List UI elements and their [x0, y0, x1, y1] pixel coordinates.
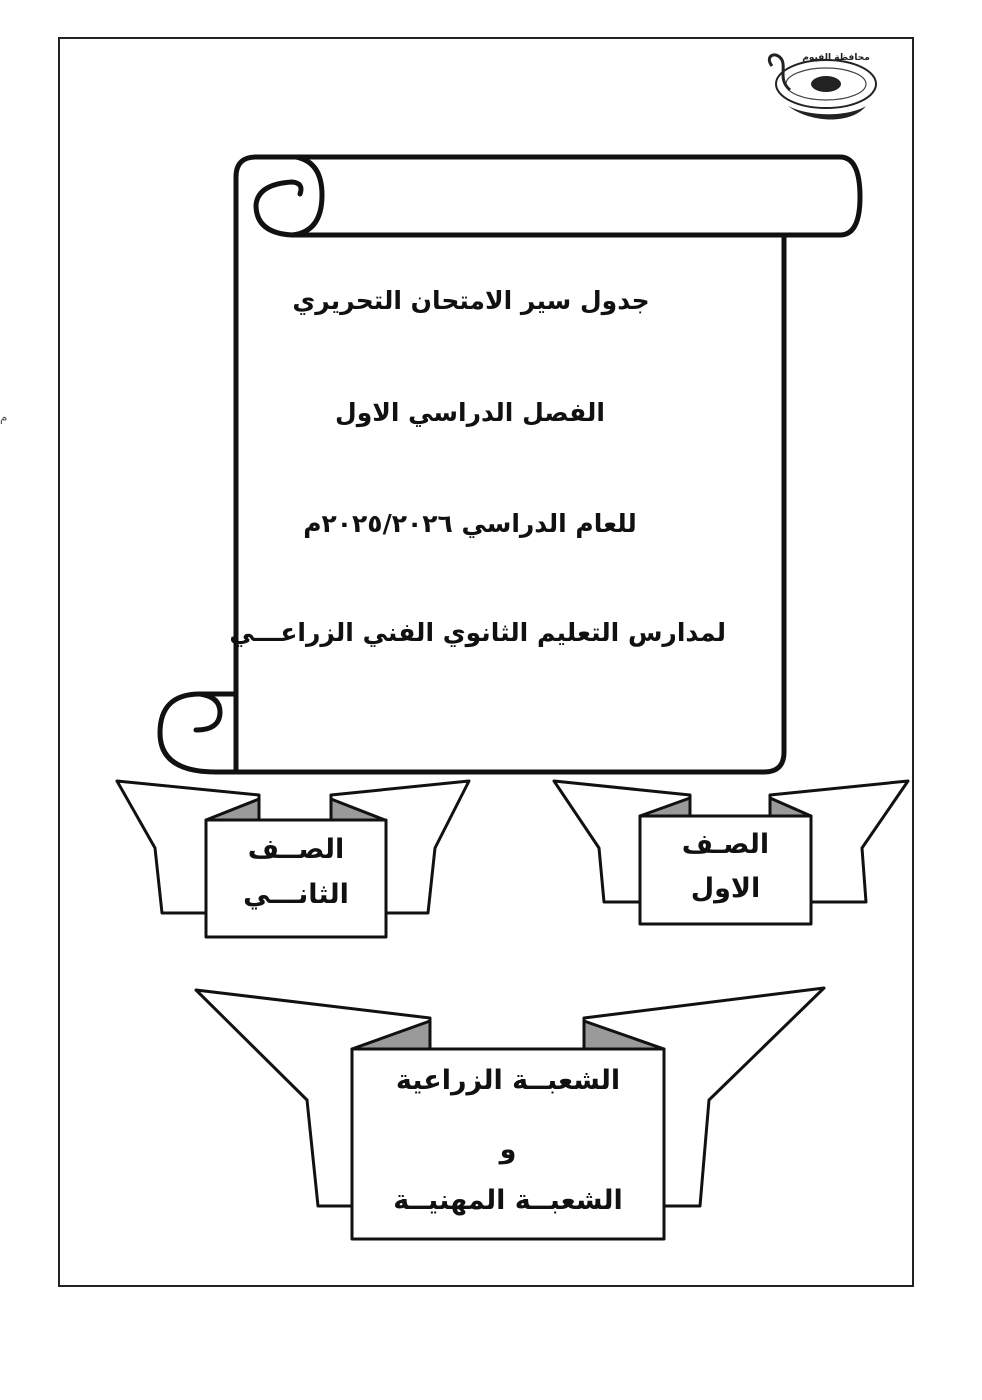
second-grade-label-line2: الثانـــي: [243, 879, 349, 910]
logo-text: محافظة الفيوم: [802, 53, 870, 63]
scroll-banner: [160, 157, 860, 772]
first-grade-label-line1: الصـف: [681, 829, 770, 860]
margin-mark: م: [0, 410, 8, 424]
first-grade-label-line2: الاول: [690, 873, 761, 904]
academic-year-title: للعام الدراسي ٢٠٢٥/٢٠٢٦م: [303, 509, 637, 538]
vocational-branch-label: الشعبــة المهنيــة: [393, 1185, 623, 1216]
branch-connector: و: [499, 1134, 517, 1165]
schools-title: لمدارس التعليم الثانوي الفني الزراعـــي: [229, 618, 726, 647]
second-grade-label-line1: الصــف: [247, 834, 345, 865]
semester-title: الفصل الدراسي الاول: [335, 398, 605, 427]
agricultural-branch-label: الشعبــة الزراعية: [395, 1065, 621, 1096]
exam-schedule-title: جدول سير الامتحان التحريري: [292, 286, 650, 315]
logo-seal: [769, 53, 876, 120]
